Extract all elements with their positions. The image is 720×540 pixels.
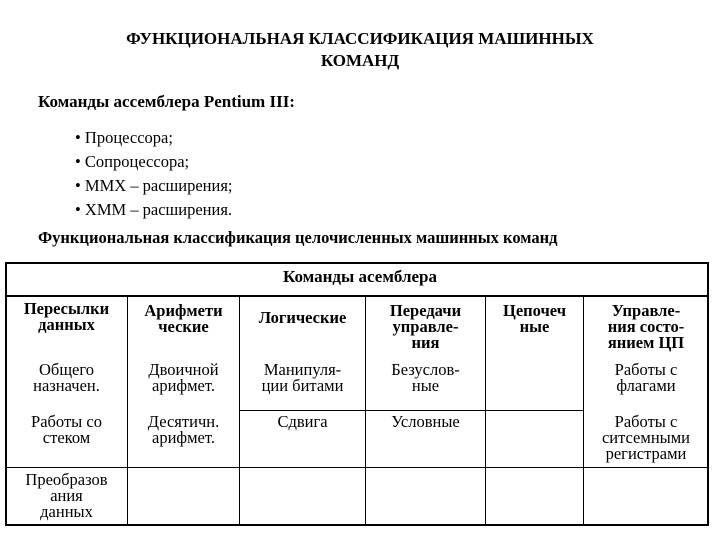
table-cell: Манипуля- ции битами — [261, 360, 344, 395]
table-cell: Безуслов- ные — [391, 360, 460, 395]
table-header-cell: Пересылки данных — [23, 299, 110, 334]
subtitle: Команды ассемблера Pentium III: — [38, 92, 295, 111]
list-item: • XMM – расширения. — [75, 198, 233, 222]
row-divider — [486, 410, 583, 411]
table-cell: Сдвига — [277, 412, 328, 431]
page-title — [60, 28, 660, 72]
table-header-cell: Цепочеч ные — [502, 301, 566, 336]
page-title-line-2: КОМАНД — [320, 51, 400, 70]
page-title-line-1: ФУНКЦИОНАЛЬНАЯ КЛАССИФИКАЦИЯ МАШИННЫХ — [126, 29, 594, 48]
table-cell: Условные — [391, 412, 460, 431]
list-item: • MMX – расширения; — [75, 174, 233, 198]
table-cell: Работы со стеком — [31, 412, 102, 447]
table-header-cell: Передачи управле- ния — [389, 301, 462, 352]
table-header-cell: Логические — [258, 308, 347, 327]
row-divider — [6, 467, 708, 468]
table-header-cell: Управле- ния состо- янием ЦП — [607, 301, 685, 352]
table-title: Команды асемблера — [282, 267, 438, 286]
row-divider — [240, 410, 365, 411]
table-cell: Преобразов ания данных — [25, 470, 108, 521]
table-divider — [5, 295, 709, 297]
section-heading: Функциональная классификация целочисленных машинных команд — [38, 228, 558, 247]
table-cell: Работы с флагами — [614, 360, 678, 395]
list-item: • Процессора; — [75, 126, 233, 150]
row-divider — [366, 410, 485, 411]
table-cell: Десятичн. арифмет. — [147, 412, 220, 447]
table-cell: Общего назначен. — [33, 360, 100, 395]
table-cell: Двоичной арифмет. — [148, 360, 219, 395]
bullet-list — [75, 126, 233, 222]
list-item: • Сопроцессора; — [75, 150, 233, 174]
table-header-cell: Арифмети ческие — [144, 301, 223, 336]
table-cell: Работы с ситсемными регистрами — [601, 412, 691, 463]
